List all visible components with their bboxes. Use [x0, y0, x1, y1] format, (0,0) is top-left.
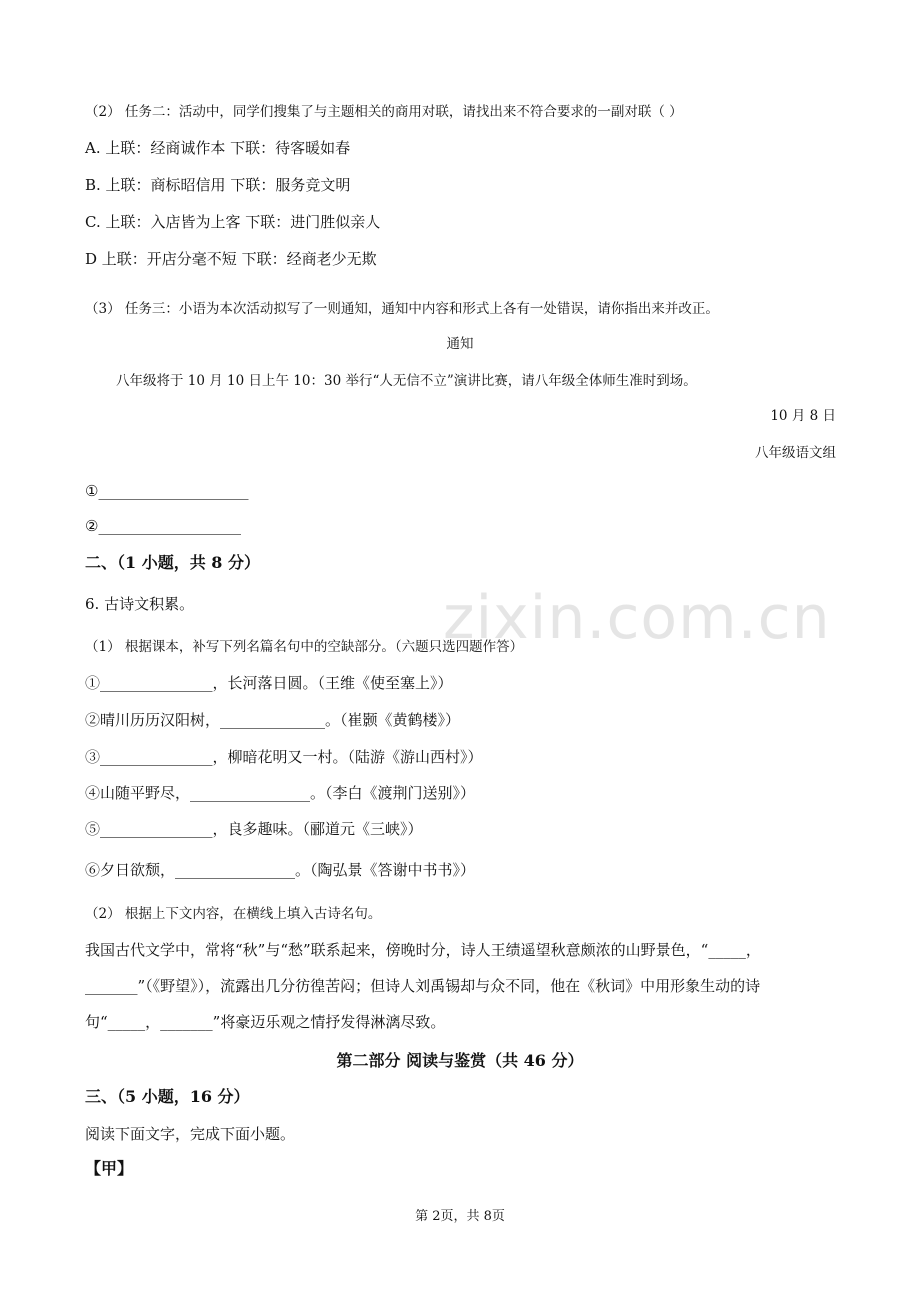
option-b: B. 上联：商标昭信用 下联：服务竞文明: [85, 176, 351, 194]
option-c: C. 上联：入店皆为上客 下联：进门胜似亲人: [85, 213, 381, 231]
notice-date: 10 月 8 日: [770, 408, 836, 424]
notice-signature: 八年级语文组: [755, 445, 836, 461]
question-6: 6. 古诗文积累。: [85, 595, 195, 613]
page-footer: 第 2页，共 8页: [415, 1209, 505, 1224]
sub-question-1: （1） 根据课本，补写下列名篇名句中的空缺部分。（六题只选四题作答）: [85, 639, 524, 655]
option-a: A. 上联：经商诚作本 下联：待客暖如春: [85, 139, 351, 157]
fill-item-4: ④山随平野尽，________________。（李白《渡荆门送别》）: [85, 784, 476, 802]
fill-item-3: ③_______________，柳暗花明又一村。（陆游《游山西村》）: [85, 748, 483, 766]
task3-question: （3） 任务三：小语为本次活动拟写了一则通知，通知中内容和形式上各有一处错误，请你指出来并改正。: [85, 301, 719, 317]
paragraph-line-3: 句“_____，_______”将豪迈乐观之情抒发得淋漓尽致。: [85, 1013, 446, 1031]
part2-title: 第二部分 阅读与鉴赏（共 46 分）: [336, 1051, 584, 1070]
section3-heading: 三、（5 小题，16 分）: [85, 1087, 250, 1106]
fill-item-5: ⑤_______________，良多趣味。（郦道元《三峡》）: [85, 820, 423, 838]
paragraph-line-2: _______”（《野望》），流露出几分彷徨苦闷；但诗人刘禹锡却与众不同，他在《秋词》中用形象生动的诗: [85, 977, 761, 995]
watermark: zixin.com.cn: [443, 583, 831, 653]
notice-title: 通知: [446, 336, 474, 352]
task2-question: （2） 任务二：活动中，同学们搜集了与主题相关的商用对联，请找出来不符合要求的一副对联（ ）: [85, 104, 683, 120]
fill-item-1: ①_______________，长河落日圆。（王维《使至塞上》）: [85, 674, 453, 692]
notice-body: 八年级将于 10 月 10 日上午 10：30 举行“人无信不立”演讲比赛，请八年级全体师生准时到场。: [116, 373, 697, 389]
fill-item-2: ②晴川历历汉阳树，______________。（崔颢《黄鹤楼》）: [85, 711, 461, 729]
answer-blank-2: ②___________________: [85, 517, 241, 535]
option-d: D 上联：开店分毫不短 下联：经商老少无欺: [85, 250, 377, 268]
section2-heading: 二、（1 小题，共 8 分）: [85, 553, 260, 572]
sub-question-2: （2） 根据上下文内容，在横线上填入古诗名句。: [85, 906, 382, 922]
answer-blank-1: ①____________________: [85, 482, 249, 500]
fill-item-6: ⑥夕日欲颓，________________。（陶弘景《答谢中书书》）: [85, 861, 476, 879]
paragraph-line-1: 我国古代文学中，常将“秋”与“愁”联系起来，傍晚时分，诗人王绩遥望秋意颇浓的山野景色，“_____，: [85, 941, 761, 959]
reading-instruction: 阅读下面文字，完成下面小题。: [85, 1125, 296, 1143]
passage-label: 【甲】: [85, 1159, 134, 1178]
